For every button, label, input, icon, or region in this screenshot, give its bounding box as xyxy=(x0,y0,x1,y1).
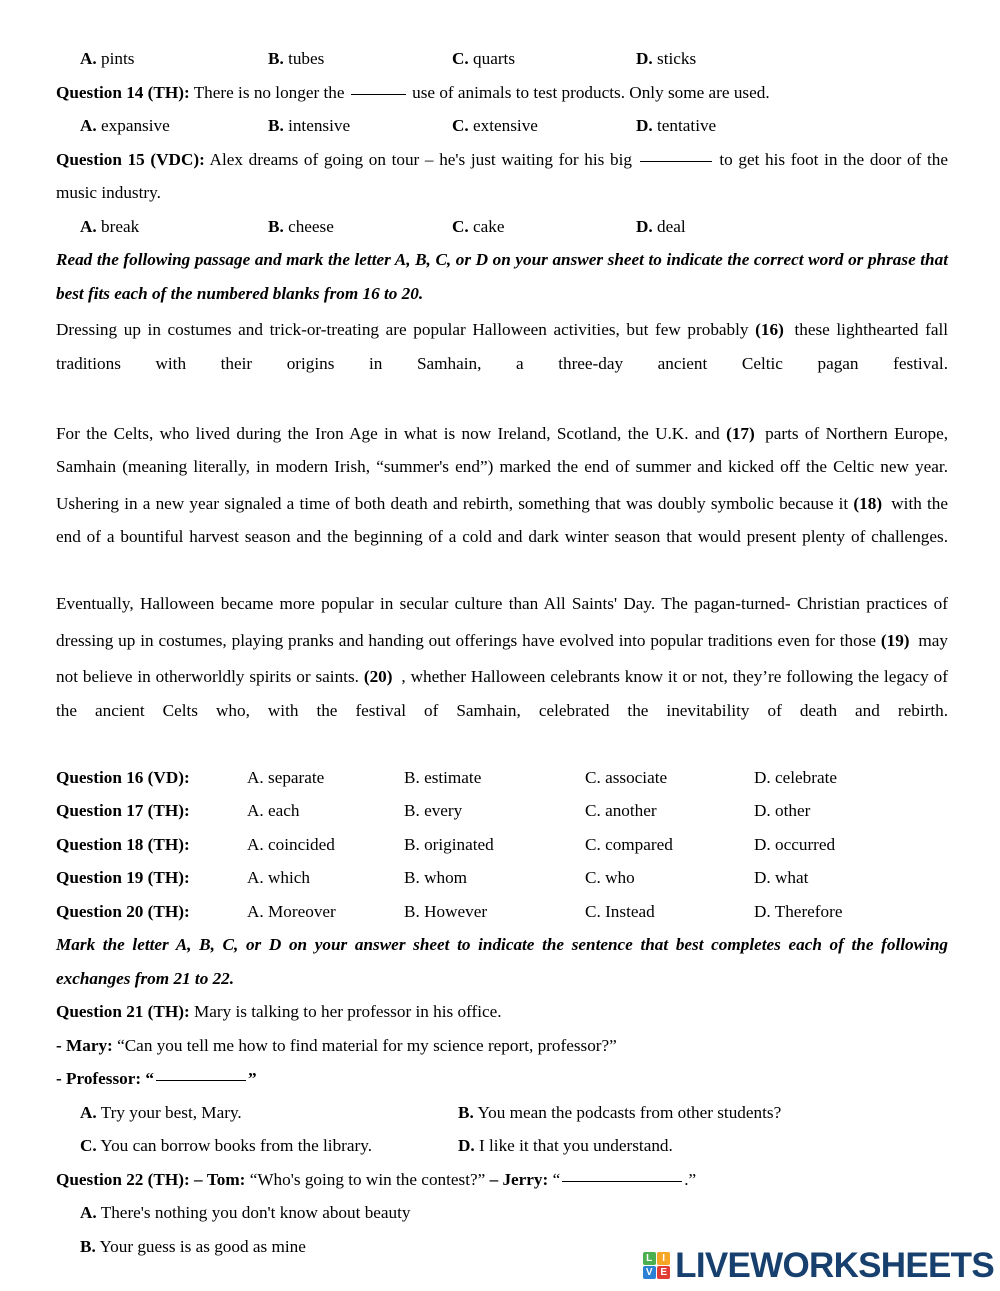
option-a-text: separate xyxy=(268,767,325,787)
blank-14[interactable] xyxy=(351,94,406,95)
question-16-label: Question 16 (VD): xyxy=(56,767,190,787)
option-b-label: B. xyxy=(268,216,284,236)
option-c[interactable] xyxy=(80,1129,372,1163)
open-quote: “ xyxy=(145,1069,154,1088)
option-b-label: B. xyxy=(80,1236,96,1256)
option-a[interactable] xyxy=(80,210,139,244)
option-a[interactable] xyxy=(247,761,324,795)
logo-wordmark: LIVEWORKSHEETS xyxy=(675,1246,994,1285)
option-b[interactable] xyxy=(268,210,334,244)
option-d[interactable] xyxy=(754,761,837,795)
grid-question-row xyxy=(56,895,948,929)
passage-p1-after: these lighthearted fall traditions with their origins in Samhain, a three-day ancient Celtic pagan festival. xyxy=(56,320,949,373)
option-c[interactable] xyxy=(452,42,515,76)
option-b-text: intensive xyxy=(288,116,351,135)
question-17-label: Question 17 (TH): xyxy=(56,801,190,820)
option-c-label: C. xyxy=(452,116,469,135)
option-c[interactable] xyxy=(585,861,635,895)
option-c[interactable] xyxy=(585,828,673,862)
option-b[interactable] xyxy=(404,895,487,929)
option-c-text: Instead xyxy=(605,901,655,921)
option-b-label: B. xyxy=(268,49,284,68)
question-15-stem xyxy=(56,143,948,210)
option-b[interactable] xyxy=(268,109,350,143)
option-d[interactable] xyxy=(754,828,835,862)
option-a[interactable] xyxy=(80,109,170,143)
passage-p2-before: For the Celts, who lived during the Iron Age in what is now Ireland, Scotland, the U.K. and xyxy=(56,423,720,443)
question-18-label: Question 18 (TH): xyxy=(56,834,190,854)
option-a-text: coincided xyxy=(268,834,335,854)
logo-tile-v-letter: V xyxy=(645,1267,653,1279)
mary-speech: “Can you tell me how to find material for my science report, professor?” xyxy=(117,1035,617,1055)
option-a-label: A. xyxy=(80,116,97,135)
question-21-label: Question 21 (TH): xyxy=(56,1002,190,1021)
option-a-label: A. xyxy=(80,49,97,68)
option-a-label: A. xyxy=(247,868,264,887)
option-a[interactable] xyxy=(80,1096,242,1130)
liveworksheets-logo[interactable] xyxy=(643,1248,994,1283)
instruction-text: Mark the letter A, B, C, or D on your answer sheet to indicate the sentence that best completes each of the following exchanges from 21 to 22. xyxy=(56,935,948,988)
question-22-stem xyxy=(56,1163,948,1197)
option-c-text: cake xyxy=(473,216,505,236)
passage-p2-mid: parts of Northern Europe, Samhain (meaning literally, in modern Irish, “summer's end”) marked the end of summer and kicked off the Celtic new year. Ushering in a new year signaled a time of both death and rebirth, something that was doubly symbolic because it xyxy=(56,423,949,513)
option-a-label: A. xyxy=(247,901,264,921)
question-22-option-a[interactable] xyxy=(56,1196,948,1230)
option-a-label: A. xyxy=(80,216,97,236)
option-b-text: whom xyxy=(424,868,468,887)
question-22-label: Question 22 (TH): xyxy=(56,1169,190,1189)
question-14-options xyxy=(56,109,948,143)
option-c-label: C. xyxy=(585,901,601,921)
option-d[interactable] xyxy=(636,109,716,143)
option-c-text: who xyxy=(605,868,635,887)
question-21-options-row-2 xyxy=(56,1129,948,1163)
question-21-stem xyxy=(56,995,948,1029)
option-a-label: A. xyxy=(247,801,264,820)
blank-marker-16: (16) xyxy=(755,320,784,339)
option-b[interactable] xyxy=(458,1096,781,1130)
option-a-label: A. xyxy=(247,767,264,787)
option-c-text: another xyxy=(605,801,657,820)
passage-paragraph-3 xyxy=(56,587,948,761)
passage-paragraph-2 xyxy=(56,414,948,588)
option-c-label: C. xyxy=(585,834,601,854)
question-14-stem-after: use of animals to test products. Only some are used. xyxy=(412,82,770,102)
option-c[interactable] xyxy=(585,761,667,795)
option-d[interactable] xyxy=(754,861,808,895)
question-14-stem xyxy=(56,76,948,110)
option-c-label: C. xyxy=(452,216,469,236)
question-15-stem-after: to get his foot in the door of the music industry. xyxy=(56,149,948,202)
close-quote: .” xyxy=(684,1169,697,1189)
option-b-label: B. xyxy=(458,1102,474,1122)
option-c-label: C. xyxy=(452,49,469,68)
grid-question-row xyxy=(56,828,948,862)
option-c[interactable] xyxy=(585,895,655,929)
option-c[interactable] xyxy=(452,210,505,244)
question-13-options xyxy=(56,42,948,76)
open-quote: “ xyxy=(552,1169,561,1189)
option-b-label: B. xyxy=(404,901,420,921)
passage-p1-before: Dressing up in costumes and trick-or-treating are popular Halloween activities, but few probably xyxy=(56,320,749,339)
option-b[interactable] xyxy=(268,42,324,76)
option-b-text: every xyxy=(424,801,463,820)
option-a-label: A. xyxy=(80,1102,97,1122)
question-14-stem-before: There is no longer the xyxy=(193,82,345,102)
option-d[interactable] xyxy=(754,794,810,828)
tom-dash: – xyxy=(193,1169,203,1189)
option-d-label: D. xyxy=(636,116,653,135)
professor-speaker-label: - Professor: xyxy=(56,1069,142,1088)
option-a-text: Try your best, Mary. xyxy=(100,1102,242,1122)
blank-marker-20: (20) xyxy=(363,667,393,686)
grid-question-row xyxy=(56,761,948,795)
option-a-text: break xyxy=(101,216,140,236)
blank-22[interactable] xyxy=(562,1181,682,1182)
question-21-professor-line xyxy=(56,1062,948,1096)
option-d[interactable] xyxy=(458,1129,673,1163)
option-d-label: D. xyxy=(754,767,771,787)
jerry-speaker-label: Jerry: xyxy=(502,1169,549,1189)
question-15-label: Question 15 (VDC): xyxy=(56,149,205,169)
option-a-text: Moreover xyxy=(268,901,336,921)
option-c[interactable] xyxy=(452,109,538,143)
option-d-text: occurred xyxy=(775,834,836,854)
option-b[interactable] xyxy=(404,794,462,828)
blank-marker-19: (19) xyxy=(880,630,910,650)
option-b-label: B. xyxy=(404,868,420,887)
option-a-label: A. xyxy=(247,834,264,854)
option-d-label: D. xyxy=(754,801,771,820)
logo-tile-i-letter: I xyxy=(662,1252,666,1264)
mary-speaker-label: - Mary: xyxy=(56,1035,113,1055)
question-15-stem-before: Alex dreams of going on tour – he's just waiting for his big xyxy=(209,149,632,169)
question-15-options xyxy=(56,210,948,244)
blank-21[interactable] xyxy=(156,1080,246,1081)
option-b-text: cheese xyxy=(288,216,334,236)
option-b-text: You mean the podcasts from other students? xyxy=(477,1102,782,1122)
option-b-label: B. xyxy=(404,834,420,854)
passage-paragraph-1 xyxy=(56,310,948,414)
option-b-label: B. xyxy=(268,116,284,135)
option-d-text: other xyxy=(775,801,811,820)
option-d-text: tentative xyxy=(657,116,717,135)
jerry-dash: – xyxy=(489,1169,499,1189)
logo-tile-l-letter: L xyxy=(646,1252,653,1264)
option-a-text: which xyxy=(268,868,311,887)
option-c-text: associate xyxy=(605,767,668,787)
worksheet-content xyxy=(56,42,948,1263)
grid-question-row xyxy=(56,861,948,895)
option-b[interactable] xyxy=(404,861,467,895)
tom-speaker-label: Tom: xyxy=(206,1169,246,1189)
question-14-label: Question 14 (TH): xyxy=(56,82,190,102)
option-c[interactable] xyxy=(585,794,657,828)
question-21-options-row-1 xyxy=(56,1096,948,1130)
option-b-text: estimate xyxy=(424,767,482,787)
blank-marker-18: (18) xyxy=(853,493,883,513)
option-a[interactable] xyxy=(247,895,336,929)
option-d-text: deal xyxy=(657,216,686,236)
option-d-label: D. xyxy=(458,1136,475,1155)
option-c-label: C. xyxy=(80,1136,97,1155)
option-c-label: C. xyxy=(585,868,601,887)
option-b-text: However xyxy=(424,901,488,921)
passage-p3-after: , whether Halloween celebrants know it or not, they’re following the legacy of the ancient Celts who, with the festival of Samhain, celebrated the inevitability of death and rebirth. xyxy=(56,667,948,720)
question-20-label: Question 20 (TH): xyxy=(56,901,190,921)
option-d[interactable] xyxy=(636,210,686,244)
option-c-label: C. xyxy=(585,767,601,787)
instruction-text: Read the following passage and mark the letter A, B, C, or D on your answer sheet to indicate the correct word or phrase that best fits each of the numbered blanks from 16 to 20. xyxy=(56,250,948,303)
option-d-text: celebrate xyxy=(775,767,838,787)
option-b-text: tubes xyxy=(288,49,325,68)
option-d-text: sticks xyxy=(657,49,697,68)
logo-tile-l xyxy=(643,1252,656,1265)
option-d-label: D. xyxy=(754,834,771,854)
logo-tile-e xyxy=(657,1266,670,1279)
close-quote: ” xyxy=(248,1069,257,1088)
question-21-mary-line xyxy=(56,1029,948,1063)
grid-question-row xyxy=(56,794,948,828)
instruction-exchanges xyxy=(56,928,948,995)
option-a-label: A. xyxy=(80,1203,97,1222)
option-d[interactable] xyxy=(754,895,842,929)
option-d-text: Therefore xyxy=(774,901,843,921)
logo-tile-e-letter: E xyxy=(660,1267,667,1279)
option-c-label: C. xyxy=(585,801,601,820)
logo-tile-grid xyxy=(643,1252,671,1280)
option-b[interactable] xyxy=(404,828,494,862)
option-a[interactable] xyxy=(247,861,310,895)
option-a-text: each xyxy=(268,801,300,820)
option-d-label: D. xyxy=(636,216,653,236)
option-d[interactable] xyxy=(636,42,696,76)
option-d-text: what xyxy=(775,868,809,887)
question-21-stem-text: Mary is talking to her professor in his office. xyxy=(193,1002,502,1021)
question-19-label: Question 19 (TH): xyxy=(56,868,190,887)
option-a-text: pints xyxy=(101,49,135,68)
tom-speech: “Who's going to win the contest?” xyxy=(249,1169,486,1189)
option-b-label: B. xyxy=(404,801,420,820)
blank-15[interactable] xyxy=(640,161,712,162)
option-b[interactable] xyxy=(404,761,481,795)
blank-marker-17: (17) xyxy=(726,423,755,443)
option-d-label: D. xyxy=(754,868,771,887)
option-c-text: compared xyxy=(605,834,673,854)
option-d-label: D. xyxy=(636,49,653,68)
logo-tile-v xyxy=(643,1266,656,1279)
passage-p3-before: Eventually, Halloween became more popular in secular culture than All Saints' Day. The pagan-turned- Christian practices of dressing up in costumes, playing pranks and handing out offerings have evolved into popular traditions even for those xyxy=(56,594,948,650)
logo-tile-i xyxy=(657,1252,670,1265)
passage-p2-after: with the end of a bountiful harvest season and the beginning of a cold and dark winter season that would present plenty of challenges. xyxy=(56,493,949,546)
option-b-text: originated xyxy=(424,834,494,854)
option-c-text: quarts xyxy=(473,49,516,68)
option-d-label: D. xyxy=(754,901,771,921)
option-d-text: I like it that you understand. xyxy=(479,1136,673,1155)
option-c-text: You can borrow books from the library. xyxy=(100,1136,373,1155)
option-b-text: Your guess is as good as mine xyxy=(99,1236,306,1256)
option-b-label: B. xyxy=(404,767,420,787)
option-a-text: There's nothing you don't know about beauty xyxy=(100,1203,411,1222)
option-c-text: extensive xyxy=(473,116,538,135)
option-a[interactable] xyxy=(247,794,300,828)
option-a-text: expansive xyxy=(101,116,170,135)
option-a[interactable] xyxy=(80,42,134,76)
instruction-passage-blanks xyxy=(56,243,948,310)
option-a[interactable] xyxy=(247,828,335,862)
passage-p3-mid: may not believe in otherworldly spirits or saints. xyxy=(56,630,948,686)
